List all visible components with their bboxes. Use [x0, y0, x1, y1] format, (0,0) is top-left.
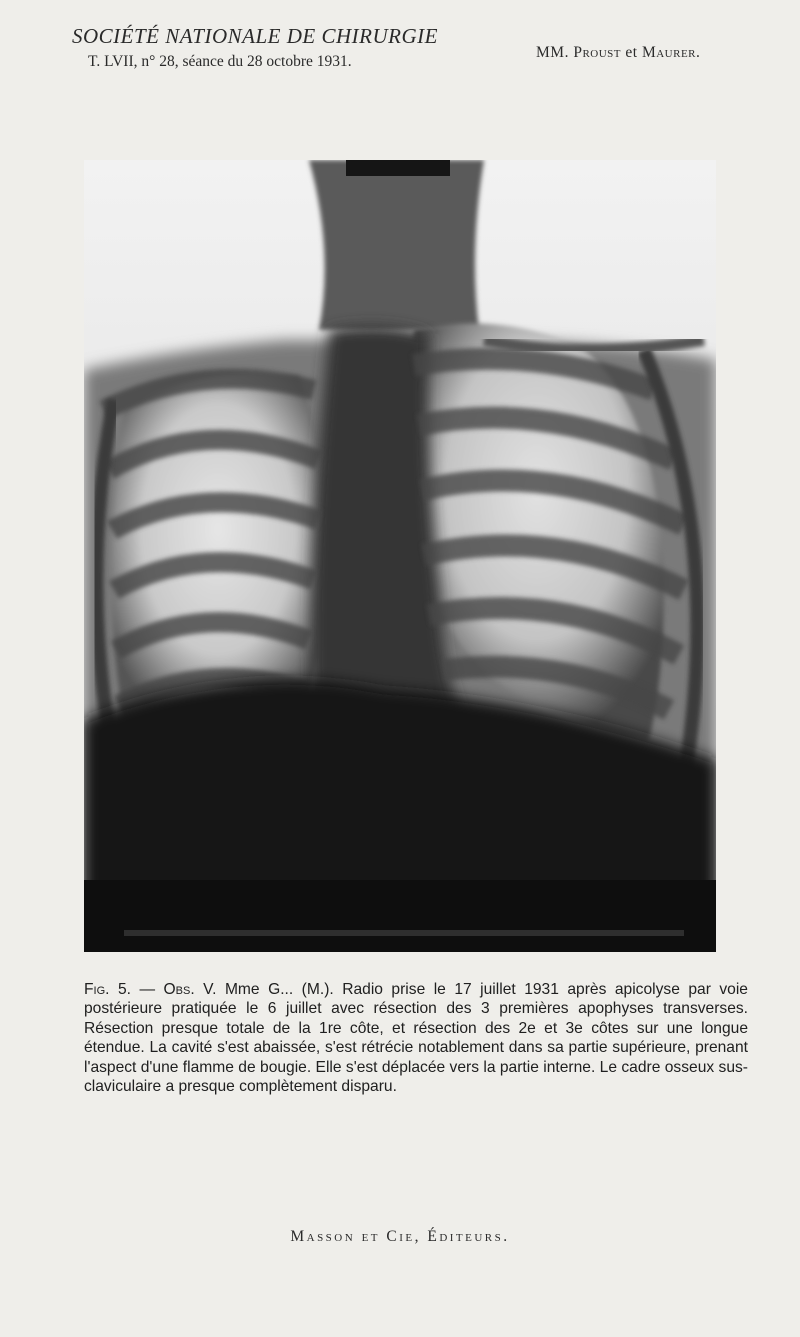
- chest-radiograph-figure: [84, 160, 716, 952]
- authors-prefix: MM.: [536, 44, 574, 61]
- figure-caption: [84, 980, 748, 1096]
- publisher-line: Masson et Cie, Éditeurs.: [290, 1228, 510, 1245]
- journal-title: SOCIÉTÉ NATIONALE DE CHIRURGIE: [72, 24, 438, 48]
- authors-conj: et: [621, 44, 642, 61]
- volume-line: T. LVII, n° 28, séance du 28 octobre 1931.: [88, 53, 352, 70]
- authors-line: [536, 44, 700, 62]
- caption-text: Mme G... (M.). Radio prise le 17 juillet 1931 après apicolyse par voie postérieure pratiquée le 6 juillet avec résection des 3 premières apophyses transverses. Résection presque totale de la 1re côte, et résection des 2e et 3e côtes sur une longue étendue. La cavité s'est abaissée, s'est rétrécie notablement dans sa partie supérieure, prenant l'aspect d'une flamme de bougie. Elle s'est déplacée vers la partie interne. Le cadre osseux sus-claviculaire a presque complètement disparu.: [84, 981, 748, 1096]
- author-proust: Proust: [573, 44, 622, 61]
- author-maurer: Maurer.: [641, 44, 701, 61]
- running-head: [72, 24, 438, 71]
- figure-label: Fig. 5. —: [84, 981, 156, 998]
- observation-label: Obs. V.: [163, 981, 217, 998]
- radiograph-image: [84, 160, 716, 952]
